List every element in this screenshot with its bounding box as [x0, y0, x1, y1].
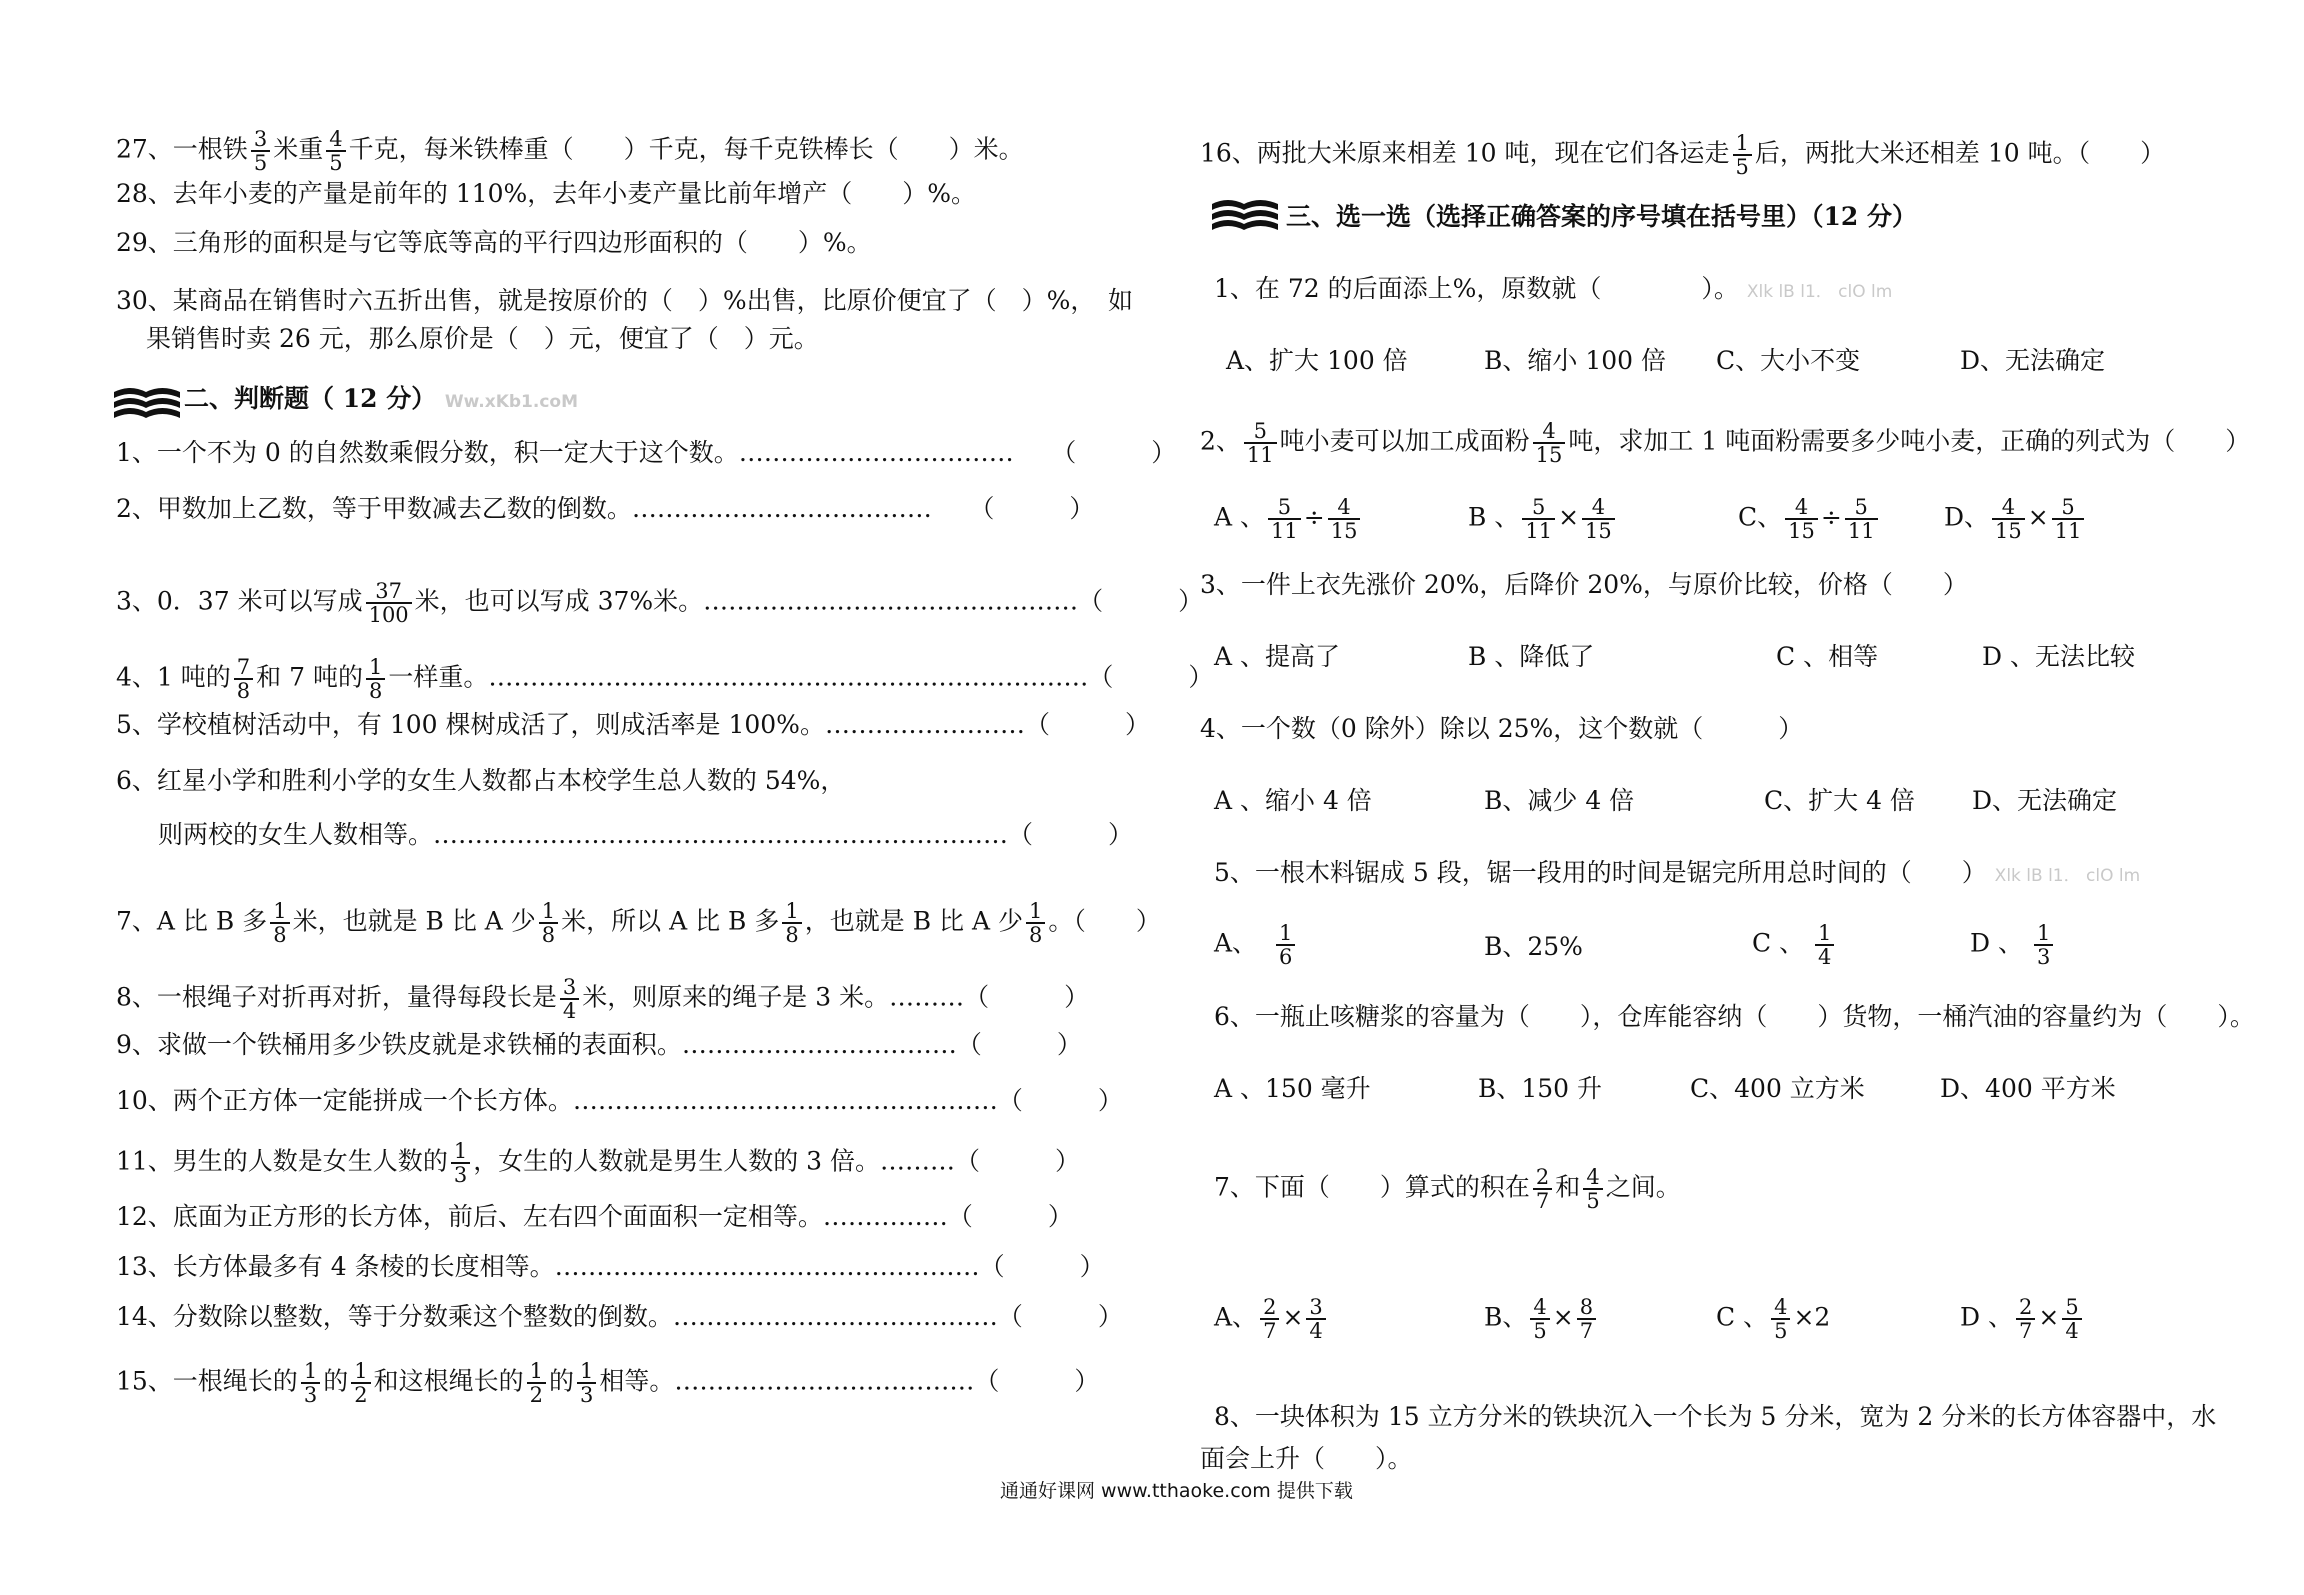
- book-icon: [1210, 196, 1280, 232]
- choice-2: 2、 $\frac{5}{11}$ 吨小麦可以加工成面粉 $\frac{4}{15}$ 吨，求加工 1 吨面粉需要多少吨小麦，正确的列式为（ ）: [1200, 419, 2251, 467]
- judge-14: 14、分数除以整数，等于分数乘这个整数的倒数。…………………………………（ ）: [116, 1302, 1123, 1331]
- fraction: $\frac{1}{3}$: [301, 1360, 320, 1406]
- fraction: $\frac{3}{5}$: [251, 128, 270, 174]
- fraction: $\frac{4}{5}$: [326, 128, 345, 174]
- question-28: 28、去年小麦的产量是前年的 110%，去年小麦产量比前年增产（ ）%。: [116, 179, 976, 208]
- choice-2-option-a: A 、 $\frac{5}{11}$ ÷ $\frac{4}{15}$: [1214, 496, 1363, 542]
- question-29: 29、三角形的面积是与它等底等高的平行四边形面积的（ ）%。: [116, 228, 872, 257]
- choice-8-line2: 面会上升（ ）。: [1200, 1444, 1413, 1473]
- judge-7: 7、A 比 B 多 $\frac{1}{8}$ 米，也就是 B 比 A 少 $\frac{1}{8}$ 米，所以 A 比 B 多 $\frac{1}{8}$ ，也就是 B 比 A 少 $\frac{1}{8}$ 。（ ）: [116, 899, 1161, 947]
- choice-6: 6、一瓶止咳糖浆的容量为（ ），仓库能容纳（ ）货物，一桶汽油的容量约为（ ）。: [1214, 1002, 2255, 1031]
- choice-2-option-c: C、 $\frac{4}{15}$ ÷ $\frac{5}{11}$: [1738, 496, 1881, 542]
- fraction: $\frac{1}{8}$: [1026, 900, 1045, 946]
- fraction: $\frac{3}{4}$: [560, 976, 579, 1022]
- choice-7-option-b: B、 $\frac{4}{5}$ × $\frac{8}{7}$: [1484, 1296, 1599, 1342]
- judge-13: 13、长方体最多有 4 条棱的长度相等。……………………………………………（ ）: [116, 1252, 1105, 1281]
- fraction: $\frac{4}{15}$: [1533, 420, 1566, 466]
- fraction: $\frac{1}{5}$: [1733, 132, 1752, 178]
- fraction: $\frac{4}{5}$: [1583, 1166, 1602, 1212]
- fraction: $\frac{1}{2}$: [527, 1360, 546, 1406]
- choice-4-option-d: D、无法确定: [1972, 786, 2118, 815]
- choice-1-option-a: A、扩大 100 倍: [1226, 346, 1408, 375]
- choice-5-option-a: A、 $\frac{1}{6}$: [1214, 922, 1298, 968]
- judge-15: 15、一根绳长的 $\frac{1}{3}$ 的 $\frac{1}{2}$ 和这根绳长的 $\frac{1}{2}$ 的 $\frac{1}{3}$ 相等。………………………………（ ）: [116, 1359, 1100, 1407]
- choice-1-option-b: B、缩小 100 倍: [1484, 346, 1666, 375]
- choice-6-option-d: D、400 平方米: [1940, 1074, 2116, 1103]
- choice-3-option-b: B 、降低了: [1468, 642, 1595, 671]
- choice-1-option-c: C、大小不变: [1716, 346, 1861, 375]
- page-footer: 通通好课网 www.tthaoke.com 提供下载: [1000, 1480, 1353, 1502]
- choice-8-line1: 8、一块体积为 15 立方分米的铁块沉入一个长为 5 分米，宽为 2 分米的长方体容器中，水: [1214, 1402, 2217, 1431]
- fraction: $\frac{1}{8}$: [270, 900, 289, 946]
- fraction: $\frac{37}{100}$: [366, 580, 412, 626]
- judge-12: 12、底面为正方形的长方体，前后、左右四个面面积一定相等。……………（ ）: [116, 1202, 1073, 1231]
- choice-6-option-c: C、400 立方米: [1690, 1074, 1865, 1103]
- fraction: $\frac{1}{8}$: [782, 900, 801, 946]
- choice-3: 3、一件上衣先涨价 20%，后降价 20%，与原价比较，价格（ ）: [1200, 570, 1968, 599]
- judge-5: 5、学校植树活动中，有 100 棵树成活了，则成活率是 100%。……………………（ ）: [116, 710, 1150, 739]
- fraction: $\frac{2}{7}$: [1533, 1166, 1552, 1212]
- question-30-line2: 果销售时卖 26 元，那么原价是（ ）元，便宜了（ ）元。: [146, 324, 819, 353]
- question-30-wrap: 如: [1108, 286, 1134, 315]
- choice-7-option-d: D 、 $\frac{2}{7}$ × $\frac{5}{4}$: [1960, 1296, 2085, 1342]
- judge-1: 1、一个不为 0 的自然数乘假分数，积一定大于这个数。…………………………… （ ）: [116, 438, 1177, 467]
- choice-6-option-b: B、150 升: [1478, 1074, 1603, 1103]
- judge-4: 4、1 吨的 $\frac{7}{8}$ 和 7 吨的 $\frac{1}{8}$ 一样重。………………………………………………………………（ ）: [116, 655, 1214, 703]
- fraction: $\frac{5}{11}$: [1244, 420, 1277, 466]
- choice-2-option-d: D、 $\frac{4}{15}$ × $\frac{5}{11}$: [1944, 496, 2087, 542]
- choice-5: 5、一根木料锯成 5 段，锯一段用的时间是锯完所用总时间的（ ） Xlk lB l1． clO lm: [1214, 858, 2141, 887]
- choice-7-option-a: A、 $\frac{2}{7}$ × $\frac{3}{4}$: [1214, 1296, 1329, 1342]
- judge-9: 9、求做一个铁桶用多少铁皮就是求铁桶的表面积。……………………………（ ）: [116, 1030, 1082, 1059]
- choice-4-option-a: A 、缩小 4 倍: [1214, 786, 1372, 815]
- judge-3: 3、0．37 米可以写成 $\frac{37}{100}$ 米，也可以写成 37%米。………………………………………（ ）: [116, 579, 1204, 627]
- choice-1: 1、在 72 的后面添上%，原数就（ ）。 Xlk lB l1． clO lm: [1214, 274, 1893, 303]
- judge-16: 16、两批大米原来相差 10 吨，现在它们各运走 $\frac{1}{5}$ 后，两批大米还相差 10 吨。（ ）: [1200, 131, 2166, 179]
- choice-3-option-c: C 、相等: [1776, 642, 1879, 671]
- watermark-text: Xlk lB l1． clO lm: [1746, 282, 1893, 302]
- fraction: $\frac{1}{3}$: [577, 1360, 596, 1406]
- section-3-title: 三、选一选（选择正确答案的序号填在括号里）（12 分）: [1286, 202, 1917, 231]
- watermark-text: Ww.xKb1.coM: [444, 392, 579, 412]
- choice-7-option-c: C 、 $\frac{4}{5}$ ×2: [1716, 1295, 1831, 1343]
- choice-6-option-a: A 、150 毫升: [1214, 1074, 1371, 1103]
- choice-1-option-d: D、无法确定: [1960, 346, 2106, 375]
- section-2-title: 二、判断题（ 12 分） Ww.xKb1.coM: [184, 384, 579, 413]
- choice-2-option-b: B 、 $\frac{5}{11}$ × $\frac{4}{15}$: [1468, 496, 1618, 542]
- watermark-text: Xlk lB l1． clO lm: [1994, 866, 2141, 886]
- choice-3-option-a: A 、提高了: [1214, 642, 1341, 671]
- judge-2: 2、甲数加上乙数，等于甲数减去乙数的倒数。……………………………… （ ）: [116, 494, 1095, 523]
- fraction: $\frac{1}{8}$: [539, 900, 558, 946]
- fraction: $\frac{1}{3}$: [451, 1140, 470, 1186]
- question-30-line1: 30、某商品在销售时六五折出售，就是按原价的（ ）%出售，比原价便宜了（ ）%，: [116, 286, 1096, 315]
- choice-5-option-d: D 、 $\frac{1}{3}$: [1970, 922, 2056, 968]
- judge-8: 8、一根绳子对折再对折，量得每段长是 $\frac{3}{4}$ 米，则原来的绳子是 3 米。………（ ）: [116, 975, 1090, 1023]
- choice-4-option-b: B、减少 4 倍: [1484, 786, 1635, 815]
- fraction: $\frac{1}{2}$: [351, 1360, 370, 1406]
- judge-11: 11、男生的人数是女生人数的 $\frac{1}{3}$ ，女生的人数就是男生人数的 3 倍。………（ ）: [116, 1139, 1081, 1187]
- fraction: $\frac{1}{8}$: [366, 656, 385, 702]
- question-27: 27、一根铁 $\frac{3}{5}$ 米重 $\frac{4}{5}$ 千克，每米铁棒重（ ）千克，每千克铁棒长（ ）米。: [116, 127, 1024, 175]
- book-icon: [112, 384, 182, 420]
- choice-5-option-c: C 、 $\frac{1}{4}$: [1752, 922, 1837, 968]
- choice-3-option-d: D 、无法比较: [1982, 642, 2135, 671]
- choice-5-option-b: B、25%: [1484, 932, 1583, 961]
- choice-7: 7、下面（ ）算式的积在 $\frac{2}{7}$ 和 $\frac{4}{5}$ 之间。: [1214, 1165, 1681, 1213]
- judge-10: 10、两个正方体一定能拼成一个长方体。……………………………………………（ ）: [116, 1086, 1123, 1115]
- choice-4: 4、一个数（0 除外）除以 25%，这个数就（ ）: [1200, 714, 1804, 743]
- judge-6-line2: 则两校的女生人数相等。……………………………………………………………（ ）: [158, 820, 1134, 849]
- fraction: $\frac{7}{8}$: [234, 656, 253, 702]
- choice-4-option-c: C、扩大 4 倍: [1764, 786, 1915, 815]
- judge-6-line1: 6、红星小学和胜利小学的女生人数都占本校学生总人数的 54%，: [116, 766, 846, 795]
